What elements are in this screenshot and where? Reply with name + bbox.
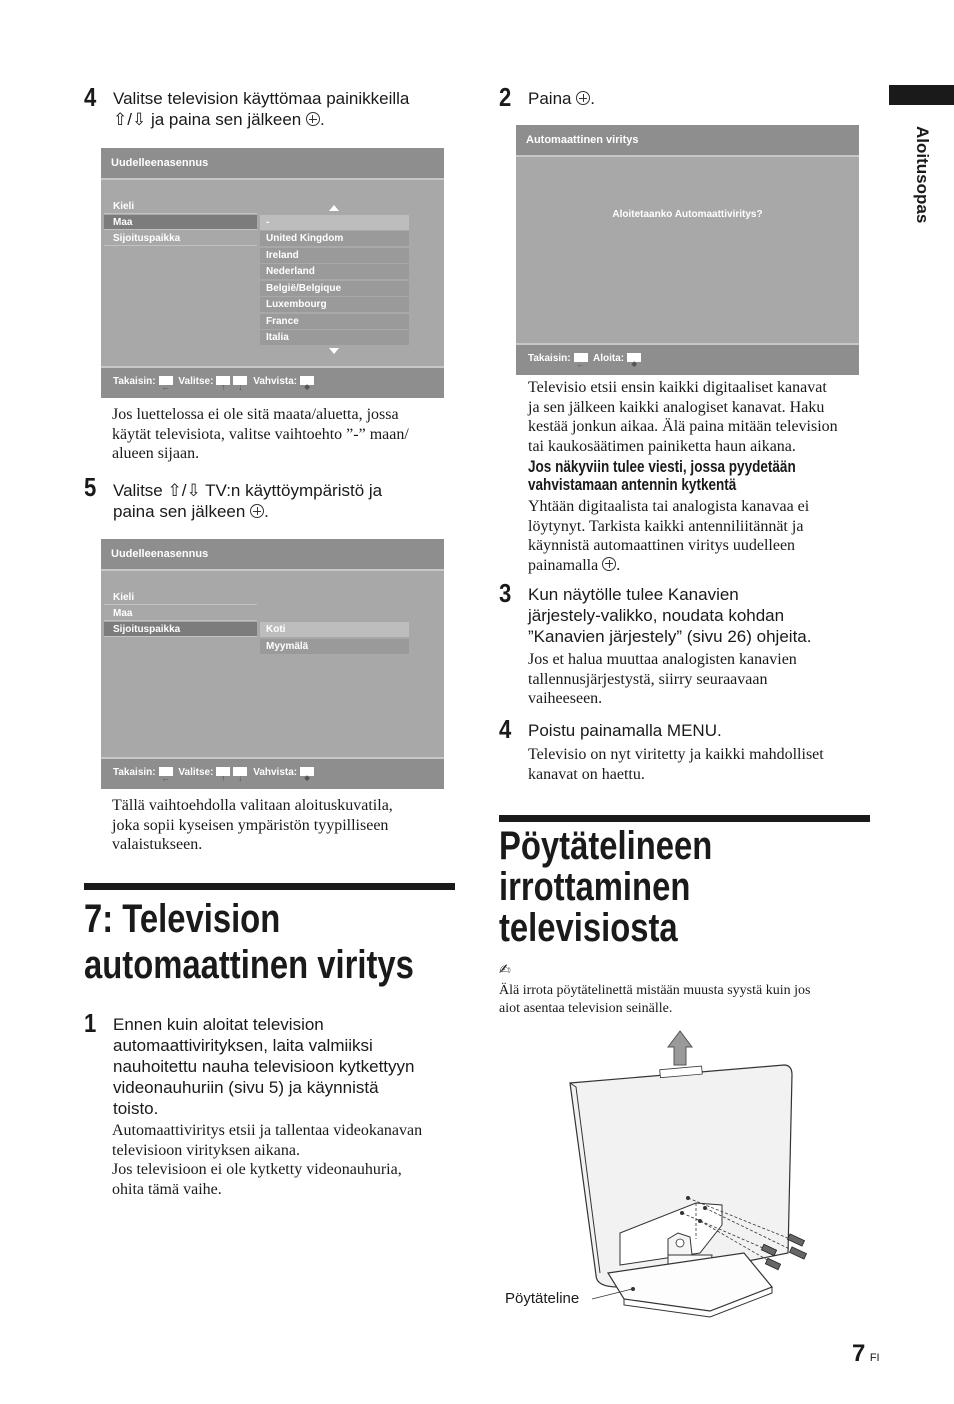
figure-label: Pöytäteline [505,1290,580,1307]
ok-button-icon [576,91,590,105]
body-paragraph [528,650,873,709]
text-line: kestää jonkun aikaa. Älä paina mitään television [528,418,838,435]
note-text [499,982,879,1018]
tv-screen-reinstall-location [101,539,444,789]
option-item[interactable]: France [260,314,409,329]
step-number: 1 [84,1008,97,1038]
title-line: televisiosta [499,906,678,950]
step-line: järjestely-valikko, noudata kohdan [528,606,785,625]
screen-footer [101,757,444,789]
text-line: käytät televisiota, valitse vaihtoehto ”-” maan/ [112,425,409,443]
menu-item[interactable]: Kieli [104,590,257,605]
text-line: vaiheeseen. [528,690,603,707]
step-text [528,584,873,647]
down-key-icon [233,376,247,385]
step-line-text: ja paina sen jälkeen [150,110,302,129]
text-line: Automaattiviritys etsii ja tallentaa videokanavan [112,1122,423,1139]
bold-heading [528,458,796,494]
text-line: ohita tämä vaihe. [112,1180,222,1198]
footer-start-label: Aloita: [593,353,625,364]
text-line: aiot asentaa television seinälle. [499,1001,673,1016]
text-line: Jos luettelossa ei ole sitä maata/aluetta, jossa [112,406,399,423]
page-number [852,1340,880,1368]
text-line: käynnistä automaattinen viritys uudelleen [528,537,796,554]
step-line: Valitse television käyttömaa painikkeilla [113,89,410,108]
side-tab-label: Aloitusopas [913,126,932,224]
text-line: Televisio etsii ensin kaikki digitaaliset kanavat [528,379,827,396]
title-line: Pöytätelineen [499,824,713,868]
footer-confirm-label: Vahvista: [253,767,298,778]
body-paragraph [528,497,873,575]
back-key-icon [574,353,588,362]
screen-footer [516,343,859,375]
option-item[interactable]: Luxembourg [260,297,409,312]
step-line: Ennen kuin aloitat television [113,1015,324,1034]
ok-key-icon [300,376,314,385]
text-line-text: painamalla [528,556,599,574]
up-down-arrows-icon: ⇧/⇩ [113,110,147,129]
step-line: automaattivirityksen, laita valmiiksi [113,1036,373,1055]
tv-screen-auto-tuning [516,125,859,375]
step-text: Poistu painamalla MENU. [528,721,722,740]
body-paragraph [528,745,873,784]
note-pencil-icon: ✍ [499,962,511,978]
option-item[interactable]: Koti [260,622,409,637]
note-paragraph [112,1121,462,1199]
scroll-up-icon[interactable] [329,205,339,211]
menu-item[interactable]: Maa [104,606,257,621]
heading-line: Jos näkyviin tulee viesti, jossa pyydetään [528,458,796,476]
text-line: tallennusjärjestystä, siirry seuraavaan [528,670,768,688]
step-line: toisto. [113,1099,159,1118]
title-line: 7: Television [84,897,281,941]
screen-footer [101,366,444,398]
title-line: irrottaminen [499,865,691,909]
section-rule [499,815,870,822]
option-item[interactable]: België/Belgique [260,281,409,296]
back-key-icon [159,376,173,385]
note-paragraph [112,405,457,464]
option-item[interactable]: Nederland [260,264,409,279]
ok-button-icon [250,504,264,518]
step-number: 3 [499,578,512,608]
step-text: Paina . [528,89,595,108]
screen-question: Aloitetaanko Automaattiviritys? [612,209,763,220]
body-paragraph [528,378,873,456]
page-lang-code: FI [869,1352,880,1364]
menu-item[interactable]: Kieli [104,199,257,214]
text-line: ja sen jälkeen kaikki analogiset kanavat. Haku [528,398,825,416]
step-text [113,88,453,130]
back-key-icon [159,767,173,776]
footer-back-label: Takaisin: [528,353,571,364]
step-line: Valitse ⇧/⇩ TV:n käyttöympäristö ja [113,481,383,500]
text-line: Tällä vaihtoehdolla valitaan aloituskuvatila, [112,797,393,814]
section-rule [84,883,455,890]
tv-screen-reinstall [101,148,444,398]
step-line: Kun näytölle tulee Kanavien [528,585,739,604]
text-line: tai kaukosäätimen painiketta haun aikana. [528,437,796,455]
text-line: Jos et halua muuttaa analogisten kanavien [528,651,797,668]
ok-button-icon [602,557,616,571]
text-line: löytynyt. Tarkista kaikki antenniliitännät ja [528,517,804,535]
screen-title: Automaattinen viritys [516,125,859,157]
option-item[interactable]: Myymälä [260,639,409,654]
ok-button-icon [306,112,320,126]
menu-item[interactable]: Sijoituspaikka [104,622,257,637]
step-line-text: Paina [528,89,572,108]
step-line: ⇧/⇩ ja paina sen jälkeen . [113,110,325,129]
text-line: kanavat on haettu. [528,765,645,783]
option-item[interactable]: Ireland [260,248,409,263]
step-text [113,480,453,522]
text-line: Älä irrota pöytätelinettä mistään muusta syystä kuin jos [499,983,811,998]
step-line: paina sen jälkeen . [113,502,269,521]
down-key-icon [233,767,247,776]
step-number: 2 [499,82,512,112]
screen-title: Uudelleenasennus [101,539,444,571]
option-item[interactable]: United Kingdom [260,231,409,246]
step-text [113,1014,458,1119]
footer-select-label: Valitse: [178,376,214,387]
ok-key-icon [300,767,314,776]
text-line: painamalla . [528,556,621,574]
step-line: nauhoitettu nauha televisioon kytkettyyn [113,1057,415,1076]
screen-title: Uudelleenasennus [101,148,444,180]
note-paragraph [112,796,457,855]
heading-line: vahvistamaan antennin kytkentä [528,476,737,494]
section-title [84,896,414,988]
footer-back-label: Takaisin: [113,767,156,778]
text-line: valaistukseen. [112,836,203,853]
step-line-text: paina sen jälkeen [113,502,246,521]
step-number: 4 [84,82,97,112]
title-line: automaattinen viritys [84,943,414,987]
up-key-icon [216,376,230,385]
ok-key-icon [627,353,641,362]
footer-select-label: Valitse: [178,767,214,778]
step-line: ”Kanavien järjestely” (sivu 26) ohjeita. [528,627,812,646]
step-number: 4 [499,714,512,744]
up-key-icon [216,767,230,776]
text-line: Jos televisioon ei ole kytketty videonauhuria, [112,1161,402,1178]
scroll-down-icon[interactable] [329,348,339,354]
step-line: videonauhuriin (sivu 5) ja käynnistä [113,1078,379,1097]
footer-back-label: Takaisin: [113,376,156,387]
tv-stand-illustration [500,1025,840,1325]
text-line: alueen sijaan. [112,445,200,462]
step-number: 5 [84,472,97,502]
footer-confirm-label: Vahvista: [253,376,298,387]
text-line: Televisio on nyt viritetty ja kaikki mahdolliset [528,746,824,763]
side-tab-bar [889,85,954,105]
option-item[interactable]: Italia [260,330,409,345]
text-line: televisioon virityksen aikana. [112,1141,300,1159]
page-number-value: 7 [852,1340,866,1367]
option-item[interactable]: - [260,215,409,230]
menu-item[interactable]: Maa [104,215,257,230]
text-line: joka sopii kyseisen ympäristön tyypilliseen [112,816,389,834]
section-title [499,826,712,949]
menu-item[interactable]: Sijoituspaikka [104,231,257,246]
text-line: Yhtään digitaalista tai analogista kanavaa ei [528,498,810,515]
